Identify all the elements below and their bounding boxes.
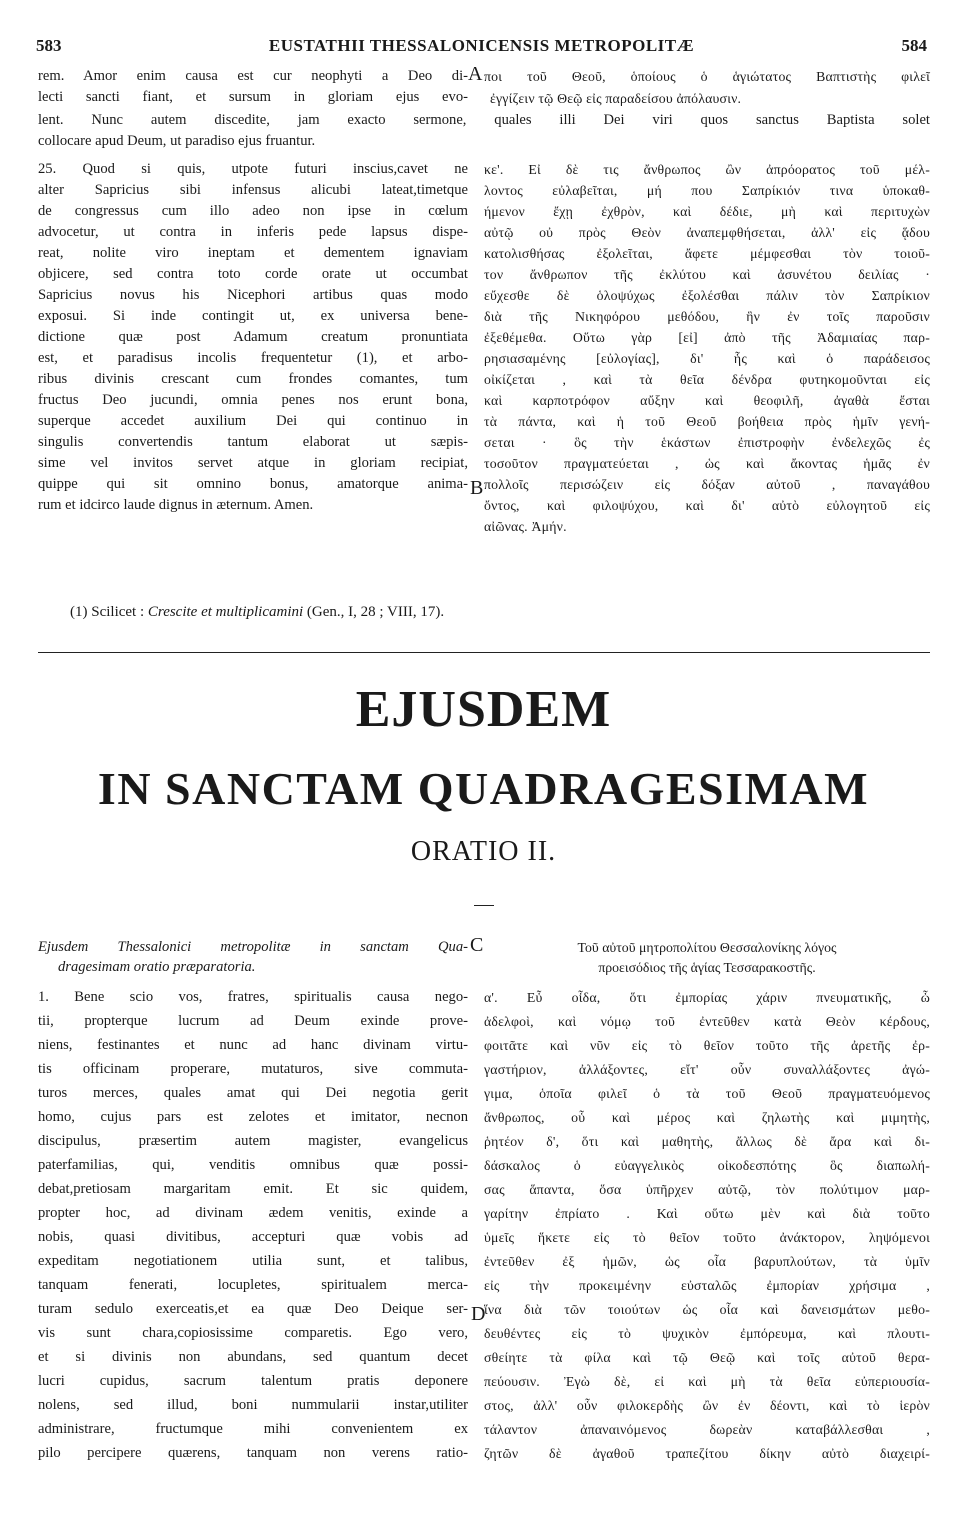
title-main: IN SANCTAM QUADRAGESIMAM bbox=[97, 763, 870, 814]
latin-line: advocetur, ut contra in inferis pede lapsus dispe- bbox=[38, 224, 468, 240]
latin-line: est, et paradisus incolis frequentetur (1), et arbo- bbox=[38, 350, 468, 366]
greek-line: ήμενον ἔχῃ ἐχθρὸν, καὶ δέδιε, μὴ καὶ περιτυχὼν bbox=[484, 204, 930, 219]
greek-line: σας ἅπαντα, ὅσα ὑπῆρχεν αὐτῷ, τὸν πολύτιμον μαρ- bbox=[484, 1182, 930, 1197]
footnote-italic: Crescite et multiplicamini bbox=[147, 604, 304, 620]
greek-line: καὶ καρποτρόφον αὔξην καὶ θεοφιλῆ, ἀγαθὰ ἔσται bbox=[484, 393, 930, 408]
greek-line: εὔχεσθε δὲ ὁλοψύχως ἐξολέσθαι πάλιν τὸν Σαπρίκιον bbox=[484, 288, 930, 303]
latin-line: rum et idcirco laude dignus in æternum. Amen. bbox=[38, 497, 314, 513]
latin-line: fructus Deo jucundi, omnia penes nos erunt bona, bbox=[38, 392, 468, 408]
greek-line: τον ἄνθρωπον τῆς ἐκλύτου καὶ ἀσυνέτου δειλίας · bbox=[484, 267, 930, 282]
latin-line: dictione quæ post Adamum creatum pronuntiata bbox=[38, 329, 468, 345]
greek-line: οἰκίζεται , καὶ τὰ θεῖα δένδρα φυτηκομοῦνται εἰς bbox=[484, 372, 930, 387]
greek-line: πολλοῖς περισώζειν εἰς δόξαν αὐτοῦ , παναγάθου bbox=[484, 477, 930, 492]
latin-line: expeditam negotiationem utilia sunt, et talibus, bbox=[38, 1253, 468, 1269]
latin-line: alter Sapricius sibi infensus alicubi lateat,timetque bbox=[38, 182, 468, 198]
section-divider bbox=[38, 652, 930, 653]
greek-line: τὰ πάντα, καὶ ἡ τοῦ Θεοῦ βοήθεια πρὸς ἡμῖν γενή- bbox=[484, 414, 930, 429]
latin-line: turos merces, quales amat qui Dei negotia gerit bbox=[38, 1085, 468, 1101]
greek-line: κε'. Εἰ δὲ τις ἄνθρωπος ὢν ἀπρόορατος τοῦ μέλ- bbox=[484, 162, 930, 177]
running-title: EUSTATHII THESSALONICENSIS METROPOLITÆ bbox=[268, 36, 695, 55]
greek-line: διὰ τῆς Νικηφόρου μεθόδου, ἣν ἐν τοῖς παροῦσιν bbox=[484, 309, 930, 324]
greek-line: ὄντος, καὶ φιλοψύχου, καὶ δι' αὐτὸ εὐλογητοῦ εἰς bbox=[484, 498, 930, 513]
greek-line: ῥητέον δ', ὅτι καὶ μαθητὴς, ἄλλως δὲ ἄρα καὶ δι- bbox=[484, 1134, 930, 1149]
greek-line: τάλαντον ἀπαναινόμενος δωρεὰν καταβάλλεσθαι , bbox=[484, 1422, 930, 1437]
greek-line: τοσοῦτον πραγματεύεται , ὡς καὶ ἄκοντας ἡμᾶς ἐν bbox=[484, 456, 930, 471]
title-dash bbox=[474, 905, 494, 906]
greek-line: κατολισθήσας ἐξολεῖται, ἄφετε μέμφεσθαι τὸν τοιοῦ- bbox=[484, 246, 930, 261]
latin-line: rem. Amor enim causa est cur neophyti a Deo di- bbox=[38, 68, 468, 84]
subtitle-latin: Ejusdem Thessalonici metropolitæ in sanctam Qua- bbox=[38, 939, 468, 955]
greek-line: γαστήριον, ἀλλάξοντες, εἴτ' οὖν συναλλάξοντες ἀγώ- bbox=[484, 1062, 930, 1077]
latin-line: sime vel invitos servet atque in gloriam recipiat, bbox=[38, 455, 468, 471]
greek-line: γαρίτην ἐπρίατο . Καὶ οὕτω μὲν καὶ διὰ τοῦτο bbox=[484, 1206, 930, 1221]
latin-line: tis officinam properare, mutaturos, sive commuta- bbox=[38, 1061, 468, 1077]
section-marker-b: B bbox=[470, 477, 484, 499]
greek-line: δευθέντες εἰς τὸ ψυχικὸν ἐμπόρευμα, καὶ πλουτι- bbox=[484, 1326, 930, 1341]
greek-line: ἀδελφοὶ, καὶ νόμῳ τοῦ ἐντεῦθεν κατὰ Θεὸν κέρδους, bbox=[484, 1014, 930, 1029]
greek-line: ζητῶν δὲ ἀγαθοῦ τραπεζίτου δίκην αὐτὸ διαχειρί- bbox=[484, 1446, 930, 1461]
greek-line: λοντος εὐλαβεῖται, μή που Σαπρίκιόν τινα ὑποκαθ- bbox=[484, 183, 930, 198]
latin-line: vis sunt chara,copiosissime comparetis. Ego vero, bbox=[38, 1325, 468, 1341]
greek-line: ἄνθρωπος, οὗ καὶ μέρος καὶ ζηλωτὴς καὶ μιμητὴς, bbox=[484, 1110, 930, 1125]
section-marker-a: A bbox=[468, 63, 483, 85]
full-width-line: collocare apud Deum, ut paradiso ejus fruantur. bbox=[38, 133, 316, 149]
latin-line: administrare, fructumque mihi convenientem ex bbox=[38, 1421, 468, 1437]
latin-line: de congressus cum illo adeo non ipse in cœlum bbox=[38, 203, 468, 219]
greek-line: ἐξεθέμεθα. Οὕτω γὰρ [εἰ] ἀπὸ τῆς Ἀδαμιαίας παρ- bbox=[484, 330, 930, 345]
greek-line: ἵνα διὰ τῶν τοιούτων ὡς οἷα καὶ δανεισμάτων μεθο- bbox=[484, 1302, 930, 1317]
latin-line: exposui. Si inde contingit ut, ex universa bene- bbox=[38, 308, 468, 324]
latin-line: superque accedet auxilium Dei qui continuo in bbox=[38, 413, 468, 429]
latin-line: Sapricius novus his Nicephori artibus quas modo bbox=[38, 287, 468, 303]
latin-line: turam sedulo exerceatis,et ea quæ Deo Deique ser- bbox=[38, 1301, 468, 1317]
subtitle-greek: Τοῦ αὐτοῦ μητροπολίτου Θεσσαλονίκης λόγος bbox=[577, 940, 837, 955]
title-oratio: ORATIO II. bbox=[410, 836, 557, 867]
latin-line: et si divinis non abundans, sed quantum decet bbox=[38, 1349, 468, 1365]
greek-line: ἐγγίζειν τῷ Θεῷ εἰς παραδείσου ἀπόλαυσιν. bbox=[490, 91, 742, 106]
page-number-left: 583 bbox=[36, 36, 62, 55]
latin-line: debat,pretiosam margaritam emit. Et sic quidem, bbox=[38, 1181, 468, 1197]
greek-line: σεται · ὃς τὴν ἑκάστων ἐπιστροφὴν ἐνδελεχῶς ἐς bbox=[484, 435, 930, 450]
latin-line: ribus divinis crescant cum frondes comantes, tum bbox=[38, 371, 468, 387]
greek-line: αὐτῷ οὐ πρὸς Θεὸν ἀναπεμφθήσεται, ἀλλ' εἰς ᾅδου bbox=[484, 225, 930, 240]
full-width-line: lent. Nunc autem discedite, jam exacto sermone, quales illi Dei viri quos sanctus Baptista solet bbox=[38, 112, 930, 128]
greek-line: σθείητε τὰ φίλα καὶ τῷ Θεῷ καὶ τοῖς αὐτοῦ θερα- bbox=[484, 1350, 930, 1365]
latin-line: propter hoc, ad divinam ædem venitis, exinde a bbox=[38, 1205, 468, 1221]
greek-line: εἰς τὴν προκειμένην εὐσταλῶς ἐμπορίαν χρήσιμα , bbox=[484, 1278, 930, 1293]
latin-line: reat, nolite viro ineptam et dementem ignaviam bbox=[38, 245, 468, 261]
greek-line: α'. Εὖ οἶδα, ὅτι ἐμπορίας χάριν πνευματικῆς, ὦ bbox=[484, 990, 930, 1005]
latin-line: nobis, quasi divitibus, accepturi quæ vobis ad bbox=[38, 1229, 468, 1245]
latin-line: lucri cupidus, sacrum talentum pratis deponere bbox=[38, 1373, 468, 1389]
running-header bbox=[36, 36, 927, 58]
latin-line: pilo percipere quærens, tanquam non verens ratio- bbox=[38, 1445, 468, 1461]
section-marker-d: D bbox=[471, 1303, 486, 1325]
greek-line: φοιτᾶτε καὶ νῦν εἰς τὸ θεῖον τοῦτο τῆς ἀρετῆς ἐρ- bbox=[484, 1038, 930, 1053]
latin-line: tanquam fenerati, locupletes, spiritualem merca- bbox=[38, 1277, 468, 1293]
latin-line: nolens, sed illud, boni nummularii instar,utiliter bbox=[38, 1397, 468, 1413]
subtitle-latin: dragesimam oratio præparatoria. bbox=[58, 959, 256, 975]
greek-line: ποι τοῦ Θεοῦ, ὁποίους ὁ ἁγιώτατος Βαπτιστὴς φιλεῖ bbox=[484, 69, 930, 84]
footnote bbox=[70, 604, 444, 621]
greek-line: πεύουσιν. Ἐγὼ δὲ, εἰ καὶ μὴ τὰ θεῖα εὐπεριουσία- bbox=[484, 1374, 930, 1389]
latin-line: lecti sancti fiant, et sursum in gloriam ejus evo- bbox=[38, 89, 468, 105]
latin-line: 1. Bene scio vos, fratres, spiritualis causa nego- bbox=[38, 989, 468, 1005]
latin-line: niens, festinantes et nunc ad hanc divinam virtu- bbox=[38, 1037, 468, 1053]
section-marker-c: C bbox=[470, 934, 484, 956]
latin-line: tii, propterque lucrum ad Deum exinde prove- bbox=[38, 1013, 468, 1029]
greek-line: δάσκαλος ὁ εὐαγγελικὸς οἰκοδεσπότης ὃς διαπωλή- bbox=[484, 1158, 930, 1173]
latin-line: homo, cujus pars est zelotes et imitator, necnon bbox=[38, 1109, 468, 1125]
latin-line: singulis convertendis tantum elaborat ut sæpis- bbox=[38, 434, 468, 450]
greek-line: ὑμεῖς ἥκετε εἰς τὸ θεῖον τοῦτο ἀνάκτορον, ληψόμενοι bbox=[484, 1230, 930, 1245]
latin-line: objicere, sed contra toto corde orate ut occumbat bbox=[38, 266, 468, 282]
greek-line: ρησιασαμένης [εὐλογίας], δι' ἧς καὶ ὁ παράδεισος bbox=[484, 351, 930, 366]
latin-line: discipulus, præsertim autem magister, evangelicus bbox=[38, 1133, 468, 1149]
subtitle-greek: προεισόδιος τῆς ἁγίας Τεσσαρακοστῆς. bbox=[598, 960, 816, 975]
latin-line: 25. Quod si quis, utpote futuri inscius,cavet ne bbox=[38, 161, 468, 177]
greek-line: ἐντεῦθεν ἐξ ἡμῶν, ὡς οἷα βαρυπλούτων, τὰ ὑμῖν bbox=[484, 1254, 930, 1269]
greek-line: γιμα, ὁποῖα φιλεῖ ὁ τὰ τοῦ Θεοῦ πραγματευόμενος bbox=[484, 1086, 930, 1101]
title-ejusdem: EJUSDEM bbox=[355, 681, 612, 738]
page-number-right: 584 bbox=[901, 36, 927, 55]
footnote-prefix: (1) Scilicet : bbox=[70, 604, 148, 620]
latin-line: paterfamilias, qui, venditis omnibus quæ possi- bbox=[38, 1157, 468, 1173]
greek-line: αἰῶνας. Ἀμήν. bbox=[484, 519, 567, 534]
footnote-suffix: (Gen., I, 28 ; VIII, 17). bbox=[303, 604, 445, 620]
greek-line: στος, ἀλλ' οὖν φιλοκερδὴς ὢν ἐν δέοντι, καὶ τὸ ἱερὸν bbox=[484, 1398, 930, 1413]
latin-line: quippe qui sit omnino bonus, amatorque anima- bbox=[38, 476, 468, 492]
